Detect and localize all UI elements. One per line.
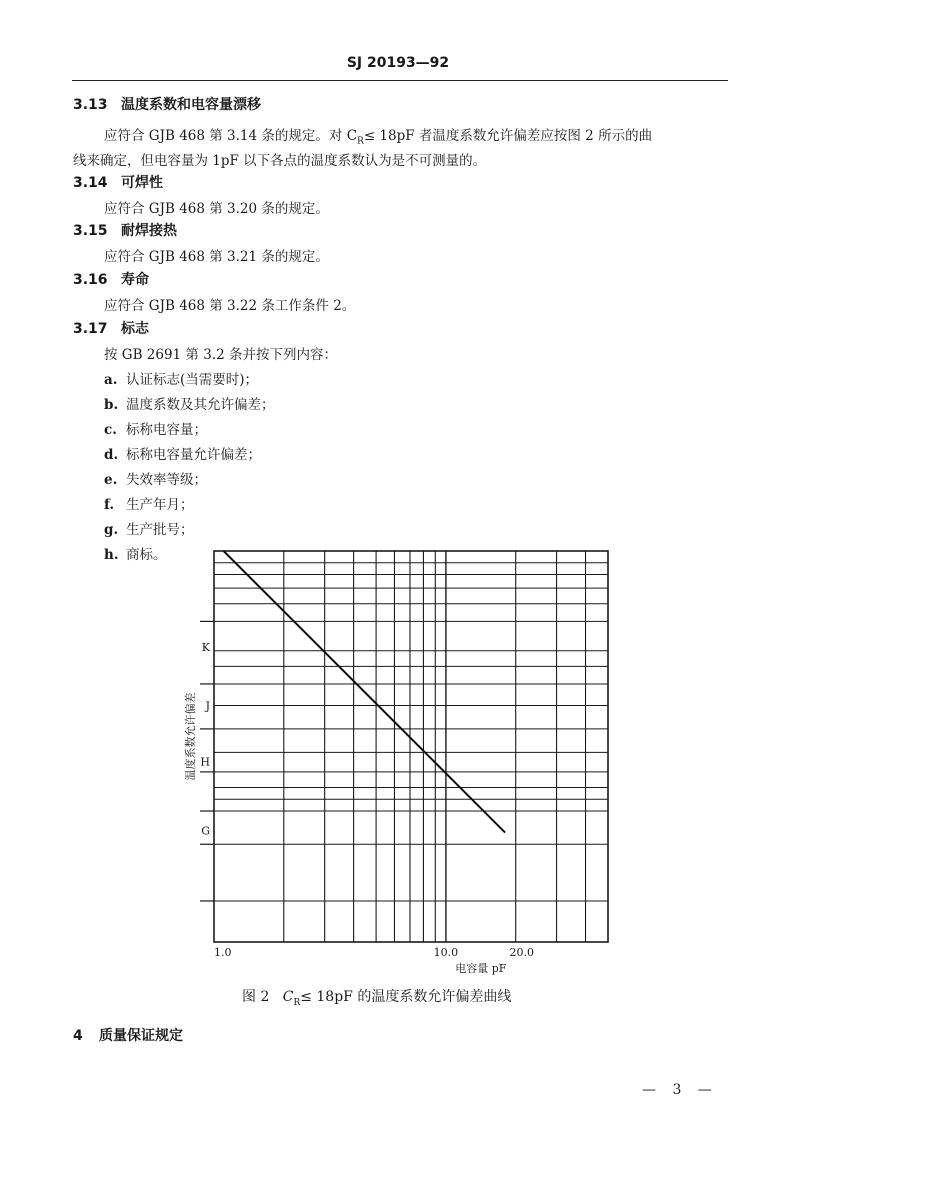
caption-text: ≤ 18pF 的温度系数允许偏差曲线 [300, 989, 512, 1005]
list-key: f. [104, 497, 115, 513]
list-item [104, 518, 194, 538]
section-number: 3.16 [73, 272, 108, 288]
section-title: 标志 [121, 321, 149, 337]
text-part: ≤ 18pF 者温度系数允许偏差应按图 2 所示的曲 [363, 128, 653, 144]
tolerance-curve [224, 551, 506, 833]
y-tick-label: J [205, 699, 210, 713]
list-text: 失效率等级； [126, 472, 207, 488]
section-3-14-heading [73, 172, 163, 192]
chart-grid [214, 551, 608, 942]
list-key: e. [104, 472, 118, 488]
section-3-15-heading [73, 220, 177, 240]
section-number: 3.15 [73, 223, 108, 239]
caption-subscript: R [293, 997, 301, 1008]
list-text: 认证标志(当需要时)； [126, 372, 259, 388]
section-3-14-body: 应符合 GJB 468 第 3.20 条的规定。 [104, 201, 329, 217]
subscript: R [357, 136, 364, 147]
section-title: 寿命 [121, 272, 149, 288]
list-text: 温度系数及其允许偏差； [126, 397, 275, 413]
list-text: 生产批号； [126, 522, 194, 538]
x-tick-label: 20.0 [509, 946, 534, 959]
section-title: 质量保证规定 [99, 1028, 183, 1044]
list-item [104, 543, 167, 563]
list-key: c. [104, 422, 117, 438]
section-number: 3.17 [73, 321, 108, 337]
section-number: 3.14 [73, 175, 108, 191]
list-key: d. [104, 447, 119, 463]
list-key: g. [104, 522, 119, 538]
section-3-13-line-2: 线来确定，但电容量为 1pF 以下各点的温度系数认为是不可测量的。 [73, 153, 487, 169]
section-title: 可焊性 [121, 175, 163, 191]
list-text: 商标。 [126, 547, 167, 563]
section-3-16-body: 应符合 GJB 468 第 3.22 条工作条件 2。 [104, 298, 356, 314]
y-tick-label: G [201, 824, 210, 838]
section-4-heading [73, 1025, 183, 1045]
section-3-15-body: 应符合 GJB 468 第 3.21 条的规定。 [104, 249, 329, 265]
figure-caption [242, 986, 511, 1008]
section-3-13-line-1 [104, 124, 652, 147]
section-3-13-heading [73, 94, 261, 114]
section-number: 3.13 [73, 97, 108, 113]
x-axis-label: 电容量 pF [455, 962, 507, 975]
list-key: h. [104, 547, 119, 563]
list-text: 标称电容量允许偏差； [126, 447, 261, 463]
tolerance-chart [180, 540, 620, 975]
list-item [104, 393, 275, 413]
list-key: b. [104, 397, 119, 413]
list-item [104, 468, 207, 488]
section-title: 耐焊接热 [121, 223, 177, 239]
list-text: 生产年月； [126, 497, 194, 513]
list-text: 标称电容量； [126, 422, 207, 438]
section-3-17-intro: 按 GB 2691 第 3.2 条并按下列内容： [104, 347, 337, 363]
y-tick-label: H [200, 755, 210, 769]
chart-series [224, 551, 506, 833]
header-rule [72, 80, 728, 81]
y-tick-label: K [201, 640, 210, 654]
y-axis-label: 温度系数允许偏差 [184, 692, 197, 781]
x-tick-label: 1.0 [214, 946, 232, 959]
section-number: 4 [73, 1028, 83, 1044]
list-key: a. [104, 372, 118, 388]
x-tick-label: 10.0 [433, 946, 459, 959]
list-item [104, 443, 261, 463]
plot-frame [214, 551, 608, 942]
list-item [104, 368, 258, 388]
section-title: 温度系数和电容量漂移 [121, 97, 261, 113]
list-item [104, 493, 194, 513]
caption-prefix: 图 2 [242, 989, 270, 1005]
doc-number-header: SJ 20193—92 [346, 55, 450, 71]
caption-symbol: C [282, 989, 294, 1005]
list-item [104, 418, 207, 438]
section-3-16-heading [73, 269, 149, 289]
page-number: — 3 — [642, 1082, 718, 1098]
section-3-17-heading [73, 318, 149, 338]
text-part: 应符合 GJB 468 第 3.14 条的规定。对 C [104, 128, 358, 144]
